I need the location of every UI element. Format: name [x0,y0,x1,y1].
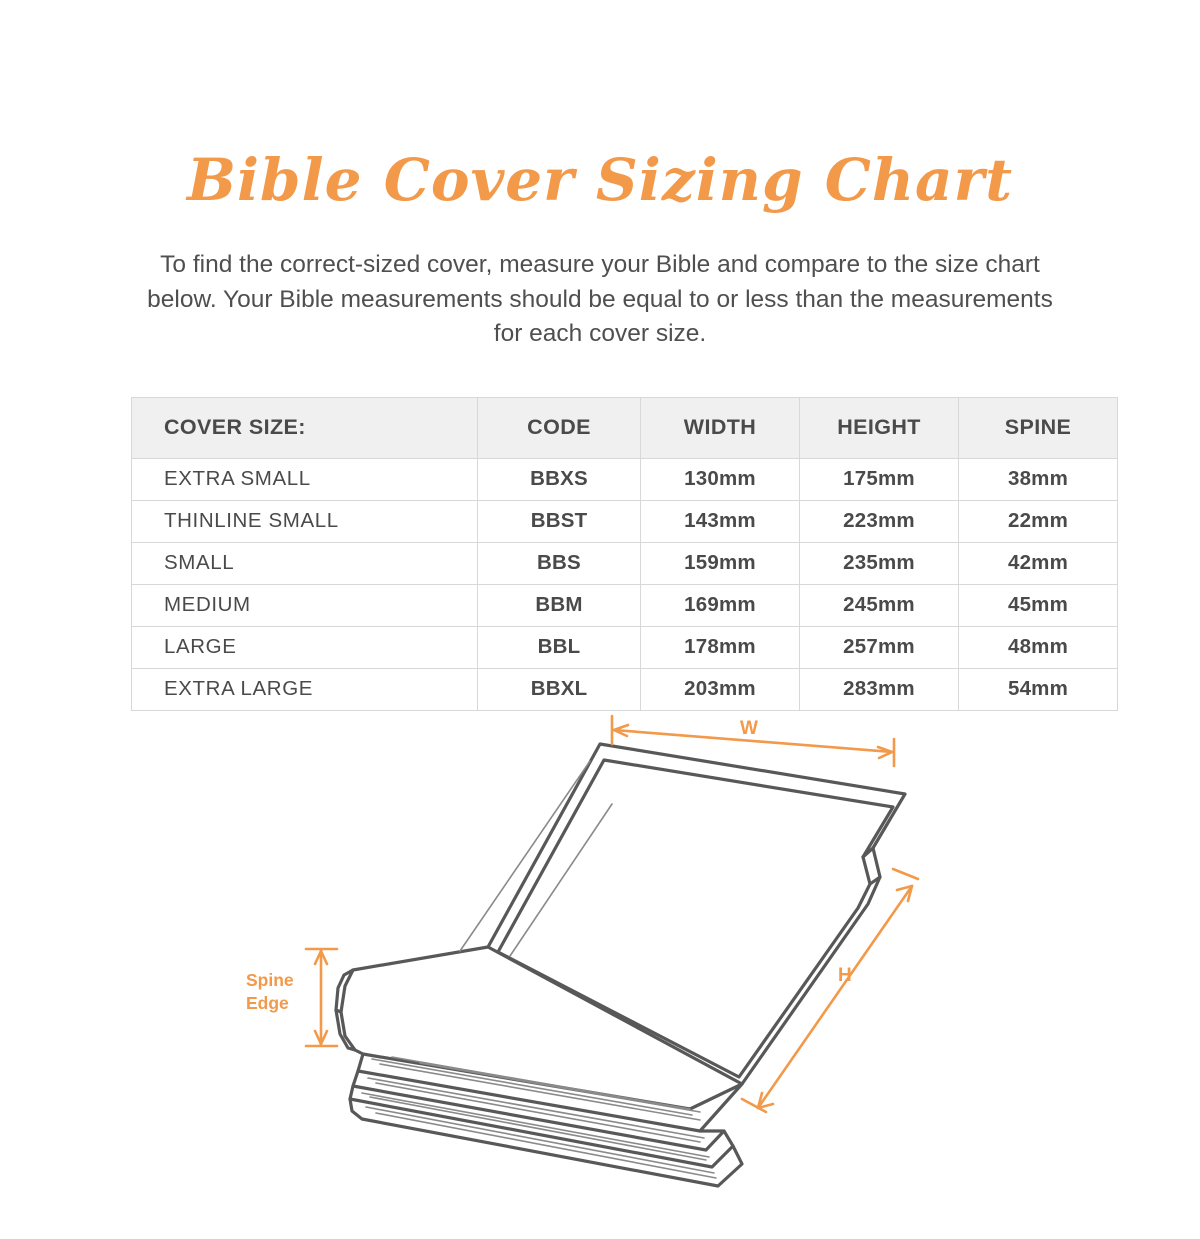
sizing-table [131,397,1118,711]
cell-code: BBL [478,626,641,668]
book-illustration-icon [0,694,1200,1214]
cell-spine: 45mm [959,584,1118,626]
cell-spine: 42mm [959,542,1118,584]
table-row [132,626,1118,668]
spine-edge-label-line1: Spine [246,969,294,990]
spine-edge-label [246,969,326,1016]
table-body [132,458,1118,710]
cell-width: 143mm [641,500,800,542]
cell-cover-size: THINLINE SMALL [132,500,478,542]
cell-cover-size: MEDIUM [132,584,478,626]
cell-height: 223mm [800,500,959,542]
table-header [132,397,1118,458]
table-header-row [132,397,1118,458]
cell-cover-size: EXTRA LARGE [132,668,478,710]
cell-width: 178mm [641,626,800,668]
book-measurement-diagram [0,694,1200,1214]
cell-height: 283mm [800,668,959,710]
cell-width: 130mm [641,458,800,500]
intro-text: To find the correct-sized cover, measure your Bible and compare to the size chart below. Your Bible measurements should be equal to or less than the measurements for each cover size. [147,250,1053,348]
sizing-table-container [131,397,1071,711]
cell-spine: 38mm [959,458,1118,500]
column-header-height: HEIGHT [800,397,959,458]
table-row [132,458,1118,500]
cell-cover-size: LARGE [132,626,478,668]
cell-code: BBM [478,584,641,626]
cell-code: BBXL [478,668,641,710]
cell-cover-size: EXTRA SMALL [132,458,478,500]
cell-spine: 54mm [959,668,1118,710]
cell-height: 235mm [800,542,959,584]
sizing-chart-page [0,39,1200,1239]
cell-height: 257mm [800,626,959,668]
cell-spine: 48mm [959,626,1118,668]
column-header-code: CODE [478,397,641,458]
table-row [132,500,1118,542]
cell-code: BBXS [478,458,641,500]
cell-height: 175mm [800,458,959,500]
column-header-spine: SPINE [959,397,1118,458]
cell-cover-size: SMALL [132,542,478,584]
table-row [132,542,1118,584]
table-row [132,584,1118,626]
page-title: Bible Cover Sizing Chart [186,145,1013,214]
cell-code: BBST [478,500,641,542]
height-dimension-label: H [838,964,852,986]
width-dimension-label: W [740,717,758,739]
cell-height: 245mm [800,584,959,626]
spine-edge-label-line2: Edge [246,993,289,1014]
cell-width: 203mm [641,668,800,710]
cell-width: 159mm [641,542,800,584]
cell-code: BBS [478,542,641,584]
column-header-width: WIDTH [641,397,800,458]
column-header-cover-size: COVER SIZE: [132,397,478,458]
cell-width: 169mm [641,584,800,626]
cell-spine: 22mm [959,500,1118,542]
